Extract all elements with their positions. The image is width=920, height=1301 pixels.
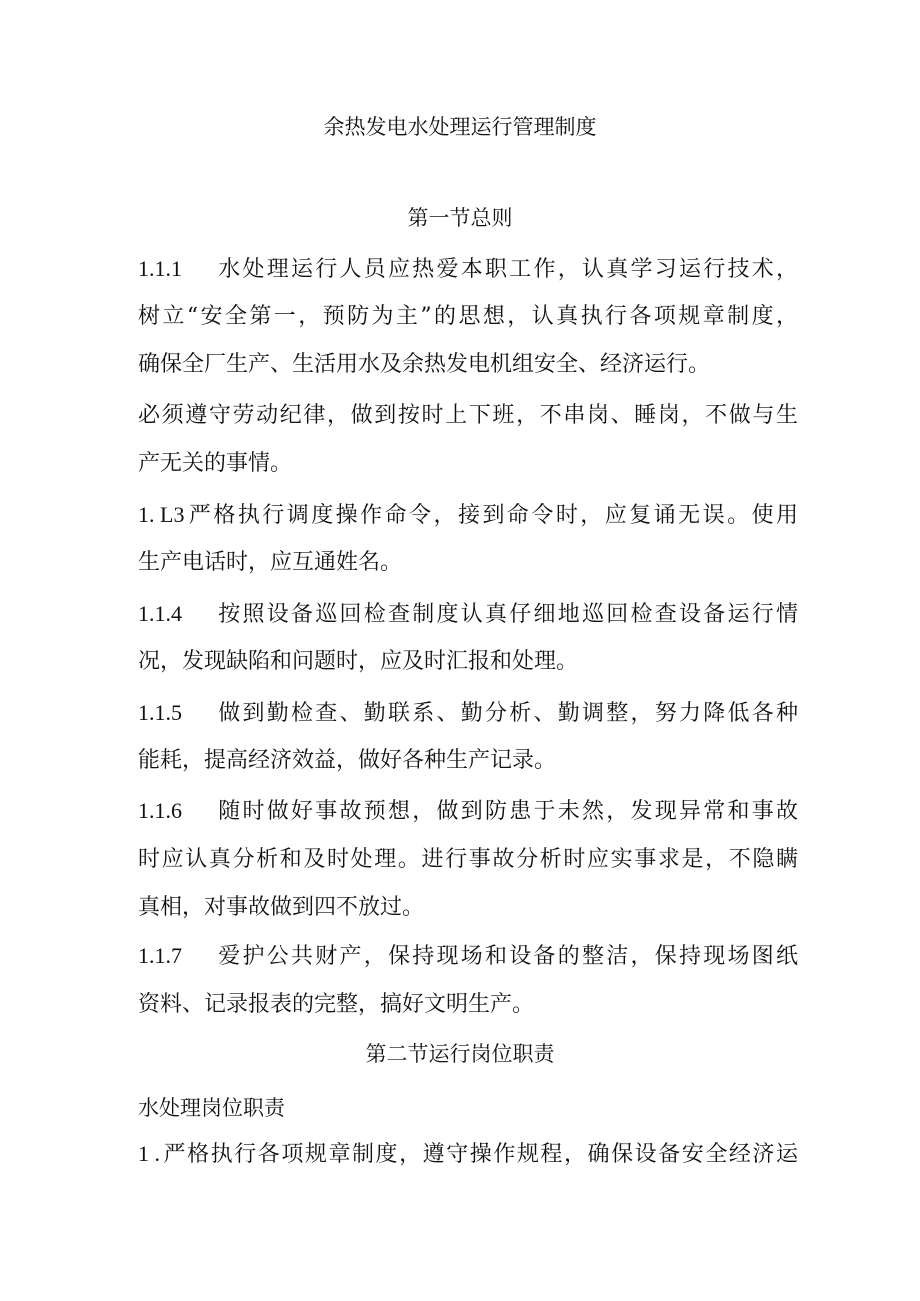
water-treatment-post-heading: 水处理岗位职责 — [138, 1096, 285, 1120]
clause-number: 1.1.1 — [138, 256, 182, 281]
paragraph-2-1-line-1: 1 .严格执行各项规章制度，遵守操作规程，确保设备安全经济运 — [138, 1141, 798, 1167]
paragraph-1-1-6-line-1: 1.1.6 随时做好事故预想，做到防患于未然，发现异常和事故 — [138, 798, 798, 824]
document-title: 余热发电水处理运行管理制度 — [323, 115, 597, 139]
paragraph-1-1-3-line-1: 1. L3严格执行调度操作命令，接到命令时，应复诵无误。使用 — [138, 502, 798, 528]
section-1-heading: 第一节总则 — [407, 206, 513, 230]
paragraph-1-1-6-line-3: 真相，对事故做到四不放过。 — [138, 895, 425, 920]
paragraph-1-1-5-line-2: 能耗，提高经济效益，做好各种生产记录。 — [138, 748, 557, 773]
paragraph-1-1-7-line-1: 1.1.7 爱护公共财产，保持现场和设备的整洁，保持现场图纸 — [138, 943, 798, 969]
paragraph-1-1-4-line-2: 况，发现缺陷和问题时，应及时汇报和处理。 — [138, 649, 579, 674]
paragraph-1-1-1-line-1: 1.1.1 水处理运行人员应热爱本职工作，认真学习运行技术， — [138, 256, 798, 282]
paragraph-discipline-line-1: 必须遵守劳动纪律，做到按时上下班，不串岗、睡岗，不做与生 — [138, 403, 798, 428]
paragraph-1-1-1-line-2: 树立“安全第一，预防为主”的思想，认真执行各项规章制度， — [138, 304, 798, 329]
clause-number: 1.1.7 — [138, 943, 182, 968]
section-2-heading: 第二节运行岗位职责 — [365, 1042, 555, 1066]
paragraph-1-1-1-line-3: 确保全厂生产、生活用水及余热发电机组安全、经济运行。 — [138, 352, 711, 377]
paragraph-1-1-7-line-2: 资料、记录报表的完整，搞好文明生产。 — [138, 992, 535, 1017]
paragraph-1-1-3-line-2: 生产电话时，应互通姓名。 — [138, 550, 403, 575]
paragraph-1-1-5-line-1: 1.1.5 做到勤检查、勤联系、勤分析、勤调整，努力降低各种 — [138, 700, 798, 726]
clause-number: 1.1.5 — [138, 700, 182, 725]
paragraph-discipline-line-2: 产无关的事情。 — [138, 451, 293, 476]
clause-number: 1 . — [138, 1141, 160, 1166]
clause-number: 1.1.4 — [138, 601, 182, 626]
paragraph-1-1-4-line-1: 1.1.4 按照设备巡回检查制度认真仔细地巡回检查设备运行情 — [138, 601, 798, 627]
clause-number: 1.1.6 — [138, 798, 182, 823]
paragraph-1-1-6-line-2: 时应认真分析和及时处理。进行事故分析时应实事求是，不隐瞒 — [138, 847, 798, 872]
clause-number: 1. L3 — [138, 502, 185, 527]
